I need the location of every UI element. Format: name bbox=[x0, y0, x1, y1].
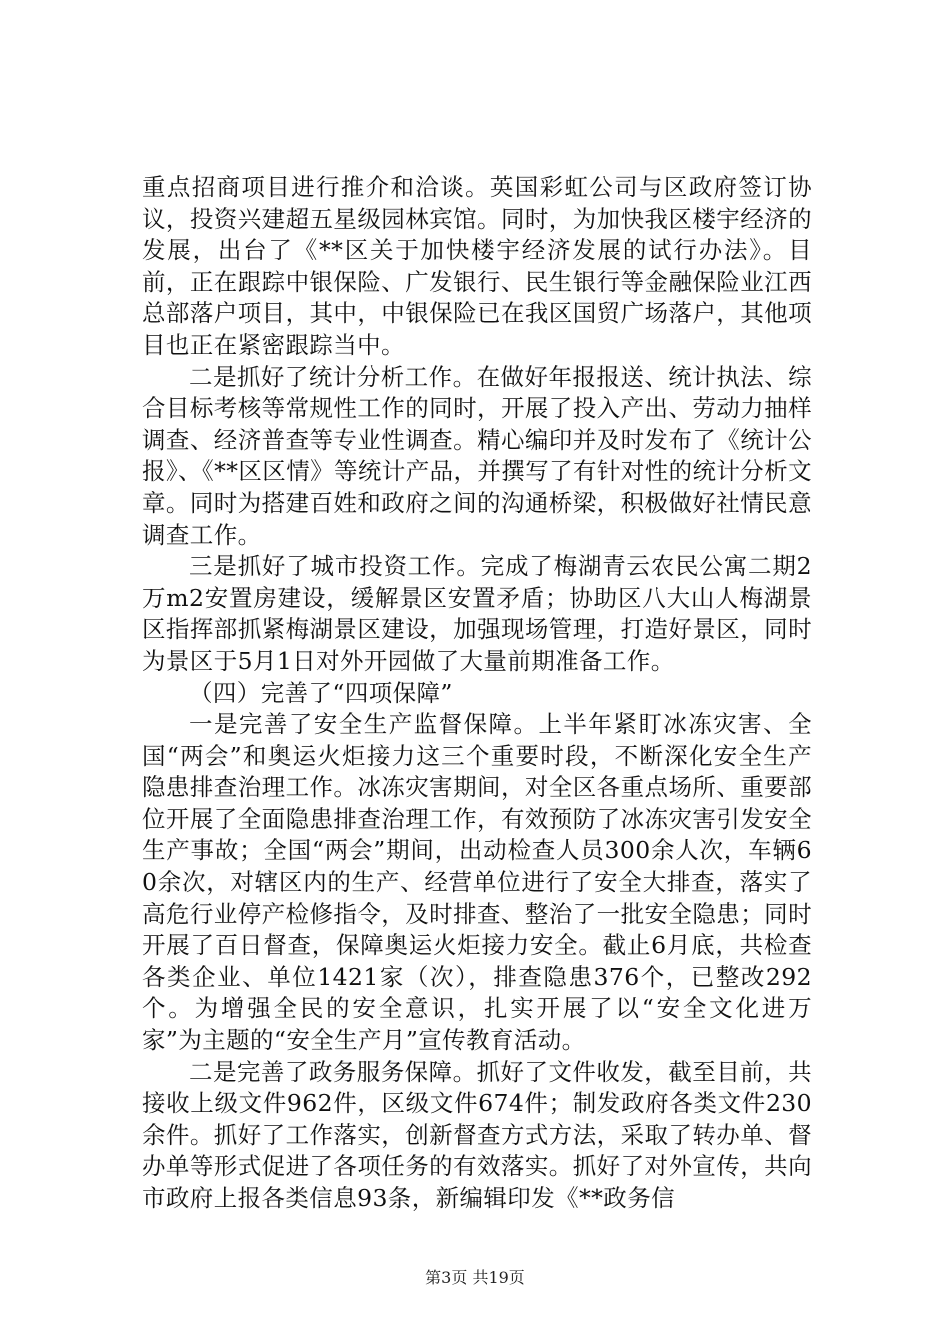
document-body bbox=[142, 172, 812, 1215]
paragraph-urban-investment: 三是抓好了城市投资工作。完成了梅湖青云农民公寓二期2万m2安置房建设，缓解景区安置矛盾；协助区八大山人梅湖景区指挥部抓紧梅湖景区建设，加强现场管理，打造好景区，同时为景区于5月1日对外开园做了大量前期准备工作。 bbox=[142, 552, 812, 675]
paragraph-safety-supervision: 一是完善了安全生产监督保障。上半年紧盯冰冻灾害、全国“两会”和奥运火炬接力这三个重要时段，不断深化安全生产隐患排查治理工作。冰冻灾害期间，对全区各重点场所、重要部位开展了全面隐患排查治理工作，有效预防了冰冻灾害引发安全生产事故；全国“两会”期间，出动检查人员300余人次，车辆60余次，对辖区内的生产、经营单位进行了安全大排查，落实了高危行业停产检修指令，及时排查、整治了一批安全隐患；同时开展了百日督查，保障奥运火炬接力安全。截止6月底，共检查各类企业、单位1421家（次），排查隐患376个，已整改292个。为增强全民的安全意识，扎实开展了以“安全文化进万家”为主题的“安全生产月”宣传教育活动。 bbox=[142, 710, 812, 1055]
section-heading-four-guarantees: （四）完善了“四项保障” bbox=[189, 678, 453, 707]
page-footer: 第3页 共19页 bbox=[425, 1268, 525, 1287]
paragraph-statistics-work: 二是抓好了统计分析工作。在做好年报报送、统计执法、综合目标考核等常规性工作的同时，开展了投入产出、劳动力抽样调查、经济普查等专业性调查。精心编印并及时发布了《统计公报》、《**区区情》等统计产品，并撰写了有针对性的统计分析文章。同时为搭建百姓和政府之间的沟通桥梁，积极做好社情民意调查工作。 bbox=[142, 362, 812, 549]
paragraph-investment-promotion: 重点招商项目进行推介和洽谈。英国彩虹公司与区政府签订协议，投资兴建超五星级园林宾馆。同时，为加快我区楼宇经济的发展，出台了《**区关于加快楼宇经济发展的试行办法》。目前，正在跟踪中银保险、广发银行、民生银行等金融保险业江西总部落户项目，其中，中银保险已在我区国贸广场落户，其他项目也正在紧密跟踪当中。 bbox=[142, 173, 812, 359]
paragraph-government-service: 二是完善了政务服务保障。抓好了文件收发，截至目前，共接收上级文件962件，区级文件674件；制发政府各类文件230余件。抓好了工作落实，创新督查方式方法，采取了转办单、督办单等形式促进了各项任务的有效落实。抓好了对外宣传，共向市政府上报各类信息93条，新编辑印发《**政务信 bbox=[142, 1057, 812, 1212]
